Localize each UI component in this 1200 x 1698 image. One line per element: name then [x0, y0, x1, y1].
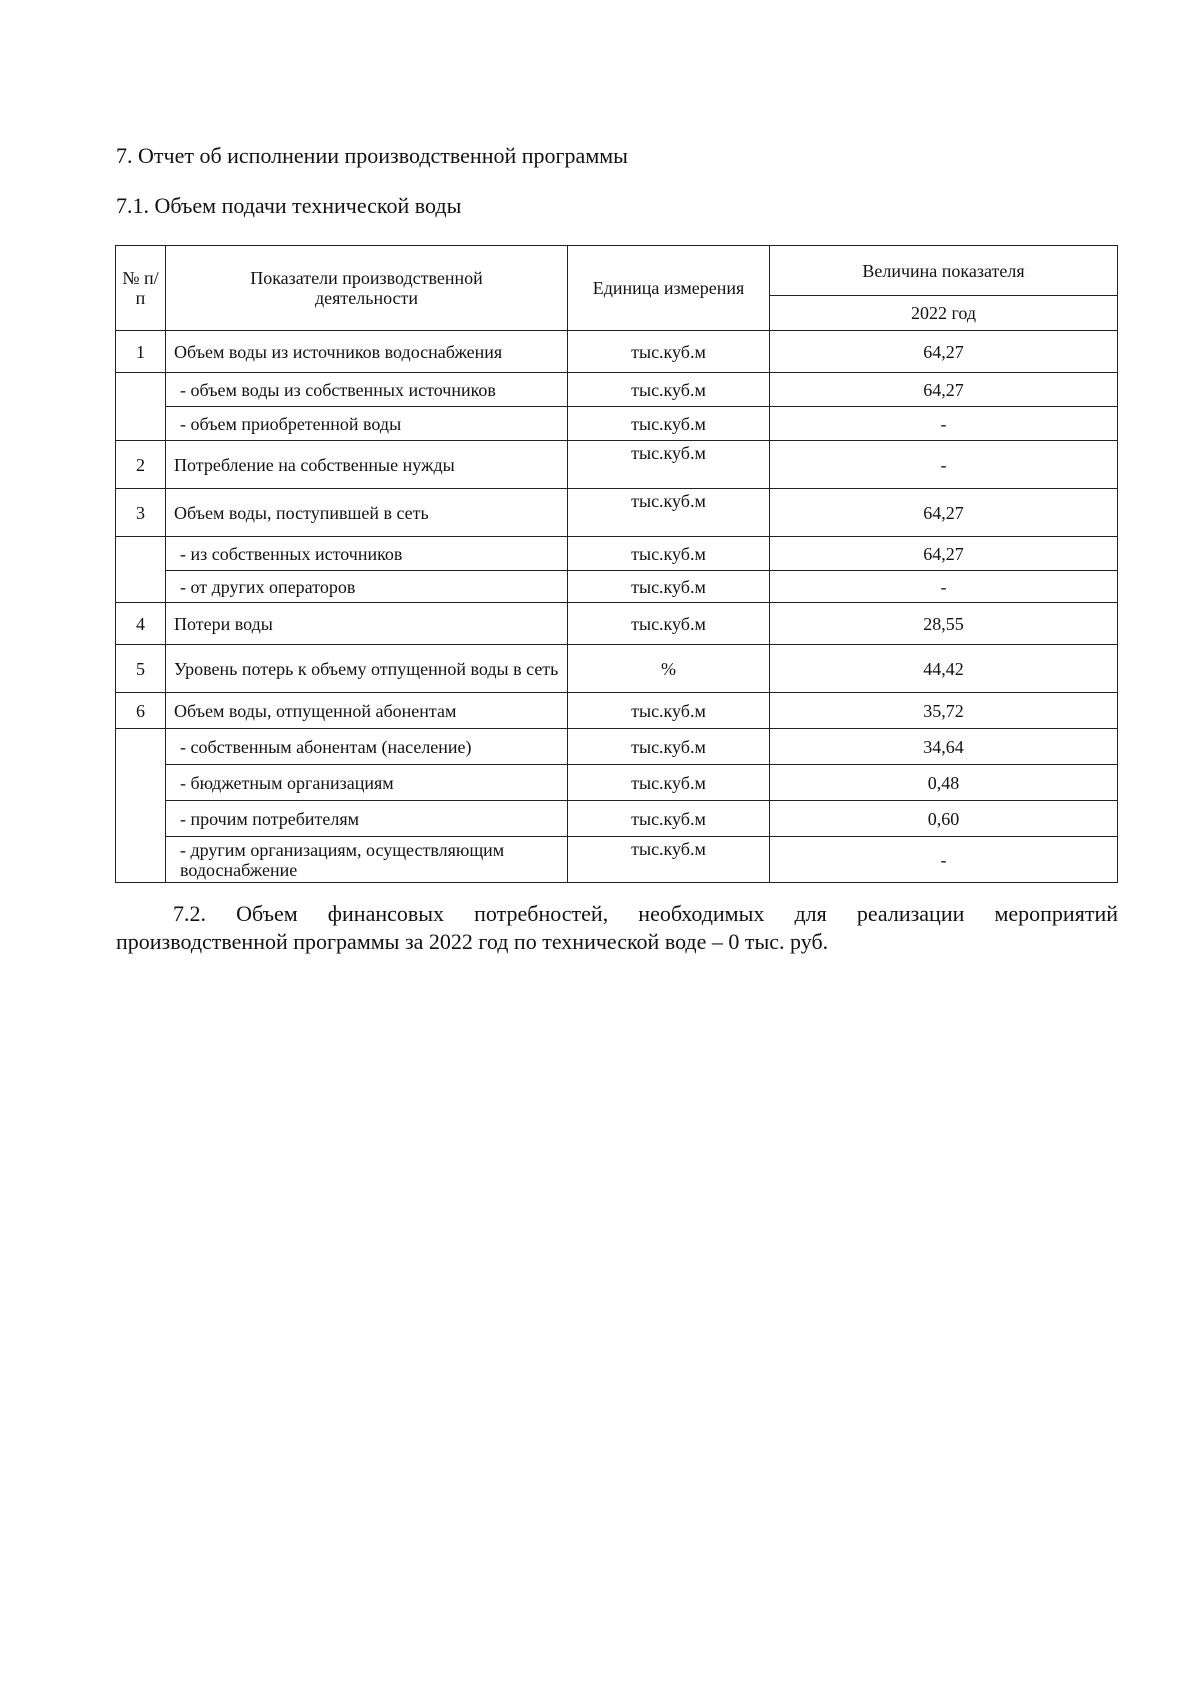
row-unit: тыс.куб.м — [568, 373, 770, 407]
table-row — [116, 571, 1118, 603]
table-row — [116, 765, 1118, 801]
report-table — [115, 245, 1118, 883]
row-value: 64,27 — [770, 489, 1118, 537]
row-value: - — [770, 441, 1118, 489]
row-unit: тыс.куб.м — [568, 801, 770, 837]
table-row — [116, 801, 1118, 837]
row-value: 28,55 — [770, 603, 1118, 645]
header-value-group: Величина показателя — [770, 246, 1118, 296]
row-num: 4 — [116, 603, 166, 645]
row-label: - объем воды из собственных источников — [166, 373, 568, 407]
row-value: 0,48 — [770, 765, 1118, 801]
row-value: - — [770, 571, 1118, 603]
row-value: 35,72 — [770, 693, 1118, 729]
row-num-empty — [116, 729, 166, 883]
row-value: 0,60 — [770, 801, 1118, 837]
table-row — [116, 837, 1118, 883]
table-row — [116, 693, 1118, 729]
row-label: Потери воды — [166, 603, 568, 645]
row-unit: тыс.куб.м — [568, 729, 770, 765]
row-unit: тыс.куб.м — [568, 407, 770, 441]
row-num-empty — [116, 537, 166, 603]
row-label: Уровень потерь к объему отпущенной воды в сеть — [166, 645, 568, 693]
row-unit: тыс.куб.м — [568, 693, 770, 729]
row-value: 64,27 — [770, 331, 1118, 373]
table-row — [116, 373, 1118, 407]
header-unit: Единица измерения — [568, 246, 770, 331]
row-unit: тыс.куб.м — [568, 489, 770, 537]
row-label: - бюджетным организациям — [166, 765, 568, 801]
row-num: 6 — [116, 693, 166, 729]
row-num-empty — [116, 373, 166, 441]
row-label: - другим организациям, осуществляющим водоснабжение — [166, 837, 568, 883]
row-value: - — [770, 837, 1118, 883]
row-value: - — [770, 407, 1118, 441]
row-label: - от других операторов — [166, 571, 568, 603]
section-heading: 7. Отчет об исполнении производственной программы — [116, 143, 628, 168]
table-row — [116, 603, 1118, 645]
table-row — [116, 441, 1118, 489]
table-row — [116, 489, 1118, 537]
table-row — [116, 645, 1118, 693]
row-num: 5 — [116, 645, 166, 693]
row-value: 64,27 — [770, 373, 1118, 407]
row-num: 2 — [116, 441, 166, 489]
row-unit: тыс.куб.м — [568, 331, 770, 373]
row-label: Потребление на собственные нужды — [166, 441, 568, 489]
row-label: Объем воды из источников водоснабжения — [166, 331, 568, 373]
row-label: - прочим потребителям — [166, 801, 568, 837]
row-unit: тыс.куб.м — [568, 441, 770, 489]
row-label: Объем воды, поступившей в сеть — [166, 489, 568, 537]
table-row — [116, 407, 1118, 441]
row-value: 34,64 — [770, 729, 1118, 765]
row-label: Объем воды, отпущенной абонентам — [166, 693, 568, 729]
row-value: 44,42 — [770, 645, 1118, 693]
row-label: - собственным абонентам (население) — [166, 729, 568, 765]
row-unit: тыс.куб.м — [568, 837, 770, 883]
table-row — [116, 331, 1118, 373]
row-label: - объем приобретенной воды — [166, 407, 568, 441]
financial-needs-paragraph: 7.2. Объем финансовых потребностей, необходимых для реализации мероприятий производственной программы за 2022 год по технической воде – 0 тыс. руб. — [116, 901, 1118, 954]
row-unit: тыс.куб.м — [568, 571, 770, 603]
row-label: - из собственных источников — [166, 537, 568, 571]
row-unit: тыс.куб.м — [568, 537, 770, 571]
row-unit: тыс.куб.м — [568, 765, 770, 801]
header-year: 2022 год — [770, 296, 1118, 331]
row-num: 1 — [116, 331, 166, 373]
header-indicator: Показатели производственной деятельности — [166, 246, 568, 331]
row-num: 3 — [116, 489, 166, 537]
row-unit: % — [568, 645, 770, 693]
row-value: 64,27 — [770, 537, 1118, 571]
header-num: № п/п — [116, 246, 166, 331]
subsection-heading: 7.1. Объем подачи технической воды — [116, 193, 462, 218]
table-row — [116, 729, 1118, 765]
row-unit: тыс.куб.м — [568, 603, 770, 645]
table-row — [116, 537, 1118, 571]
